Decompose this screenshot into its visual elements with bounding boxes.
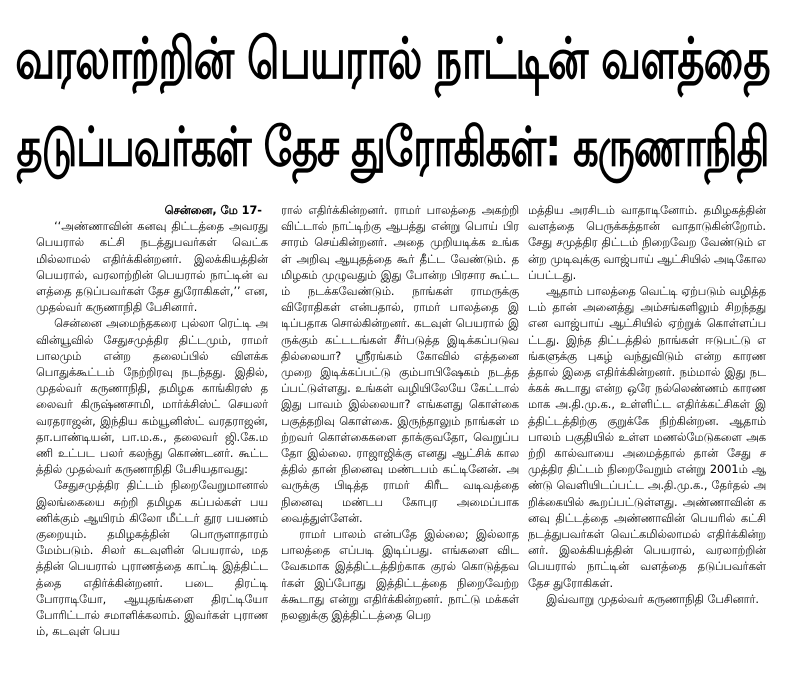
col1-paragraph-1: ‘‘அண்ணாவின் கனவு திட்டத்தை அவரது பெயரால் கட்சி நடத்துபவர்கள் வெட்கமில்லாமல் எதிர்க்கின்றனர். இலக்கியத்தின் பெயரால், வரலாற்றின் பெயரால் நாட்டின் வளத்தை தடுப்பவர்கள் தேச துரோகிகள்,’’ என, முதல்வர் கருணாநிதி பேசினார். bbox=[36, 220, 268, 315]
headline-line-1-text: வரலாற்றின் பெயரால் நாட்டின் வளத்தை bbox=[15, 25, 770, 92]
article-column-3 bbox=[528, 203, 766, 693]
col3-paragraph-2: ஆதாம் பாலத்தை வெட்டி ஏற்படும் வழித்தடம் தான் அனைத்து அம்சங்களிலும் சிறந்தது என வாஜ்பாய் ஆட்சியில் ஏற்றுக் கொள்ளப்பட்டது. இந்த திட்டத்தில் நாங்கள் ஈடுபட்டு எங்களுக்கு புகழ் வந்துவிடும் என்ற காரணத்தால் இதை எதிர்க்கின்றனர். நம்மால் இது நடக்கக் கூடாது என்ற ஒரே நல்லெண்ணம் காரணமாக அ.தி.மு.க., உள்ளிட்ட எதிர்க்கட்சிகள் இத்திட்டத்திற்கு குறுக்கே நிற்கின்றன. ஆதாம் பாலம் பகுதியில் உள்ள மணல்மேடுகளை அகற்றி கால்வாயை அமைத்தால் தான் சேது சமுத்திர திட்டம் நிறைவேறும் என்று 2001ம் ஆண்டு வெளியிடப்பட்ட அ.தி.மு.க., தேர்தல் அறிக்கையில் கூறப்பட்டுள்ளது. அண்ணாவின் கனவு திட்டத்தை அண்ணாவின் பெயரில் கட்சி நடத்துபவர்கள் வெட்கமில்லாமல் எதிர்க்கின்றனர். இலக்கியத்தின் பெயரால், வரலாற்றின் பெயரால் நாட்டின் வளத்தை தடுப்பவர்கள் தேச துரோகிகள். bbox=[528, 285, 766, 590]
col3-paragraph-1: மத்திய அரசிடம் வாதாடினோம். தமிழகத்தின் வளத்தை பெருக்கத்தான் வாதாடுகின்றோம். சேது சமுத்திர திட்டம் நிறைவேற வேண்டும் என்ற முடிவுக்கு வாஜ்பாய் ஆட்சியில் அடிகோலப்பட்டது. bbox=[528, 204, 766, 282]
col2-paragraph-1: ரால் எதிர்க்கின்றனர். ராமர் பாலத்தை அகற்றி விட்டால் நாட்டிற்கு ஆபத்து என்று பொய் பிரசாரம் செய்கின்றனர். அதை முறியடிக்க உங்கள் அறிவு ஆயுதத்தை கூர் தீட்ட வேண்டும். தமிழகம் முழுவதும் இது போன்ற பிரசார கூட்டம் நடக்கவேண்டும். நாங்கள் ராமருக்கு விரோதிகள் என்பதால், ராமர் பாலத்தை இடிப்பதாக சொல்கின்றனர். கடவுள் பெயரால் இருக்கும் கட்டடங்கள் சீர்படுத்த இடிக்கப்படுவதில்லையா? ஸ்ரீரங்கம் கோவில் எத்தனை முறை இடிக்கப்பட்டு கும்பாபிஷேகம் நடத்தப்பட்டுள்ளது. உங்கள் வழியிலேயே கேட்டால் இது பாவம் இல்லையா? எங்களது கொள்கை பகுத்தறிவு கொள்கை. இருந்தாலும் நாங்கள் மற்றவர் கொள்கைகளை தாக்குவதோ, வெறுப்பதோ இல்லை. ராஜாஜிக்கு எனது ஆட்சிக் காலத்தில் தான் நினைவு மண்டபம் கட்டினேன். அவருக்கு பிடித்த ராமர் கிரீட வடிவத்தை நினைவு மண்டப கோபுர அமைப்பாக வைத்துள்ளேன். bbox=[281, 204, 519, 525]
headline-line-1 bbox=[0, 20, 785, 98]
headline-line-2 bbox=[0, 108, 785, 188]
headline-line-2-text: தடுப்பவர்கள் தேச துரோகிகள்: கருணாநிதி bbox=[16, 116, 769, 180]
col3-paragraph-3: இவ்வாறு முதல்வர் கருணாநிதி பேசினார். bbox=[546, 592, 760, 606]
dateline: சென்னை, மே 17- bbox=[164, 204, 262, 217]
article-column-2 bbox=[281, 203, 519, 693]
col2-paragraph-2: ராமர் பாலம் என்பதே இல்லை; இல்லாத பாலத்தை எப்படி இடிப்பது. எங்களை விட வேகமாக இத்திட்டத்திற்காக குரல் கொடுத்தவர்கள் இப்போது இத்திட்டத்தை நிறைவேற்றக்கூடாது என்று எதிர்க்கின்றனர். நாட்டு மக்கள் நலனுக்கு இத்திட்டத்தை பெற bbox=[281, 528, 519, 623]
col1-paragraph-3: சேதுசமுத்திர திட்டம் நிறைவேறுமானால் இலங்கையை சுற்றி தமிழக கப்பல்கள் பயணிக்கும் ஆயிரம் கிலோ மீட்டர் தூர பயணம் குறையும். தமிழகத்தின் பொருளாதாரம் மேம்படும். சிலர் கடவுளின் பெயரால், மதத்தின் பெயரால் புராணத்தை காட்டி இத்திட்டத்தை எதிர்க்கின்றனர். படை திரட்டி போராடியோ, ஆயுதங்களை திரட்டியோ போரிட்டால் சமாளிக்கலாம். இவர்கள் புராணம், கடவுள் பெய bbox=[36, 479, 268, 639]
col1-paragraph-2: சென்னை அமைந்தகரை புல்லா ரெட்டி அவின்யூவில் சேதுசமுத்திர திட்டமும், ராமர் பாலமும் என்ற தலைப்பில் விளக்க பொதுக்கூட்டம் நேற்றிரவு நடந்தது. இதில், முதல்வர் கருணாநிதி, தமிழக காங்கிரஸ் தலைவர் கிருஷ்ணசாமி, மார்க்சிஸ்ட் செயலர் வரதராஜன், இந்திய கம்யூனிஸ்ட் வரதராஜன், தா.பாண்டியன், பா.ம.க., தலைவர் ஜி.கே.மணி உட்பட பலர் கலந்து கொண்டனர். கூட்டத்தில் முதல்வர் கருணாநிதி பேசியதாவது: bbox=[36, 317, 268, 477]
article-column-1 bbox=[36, 203, 268, 693]
